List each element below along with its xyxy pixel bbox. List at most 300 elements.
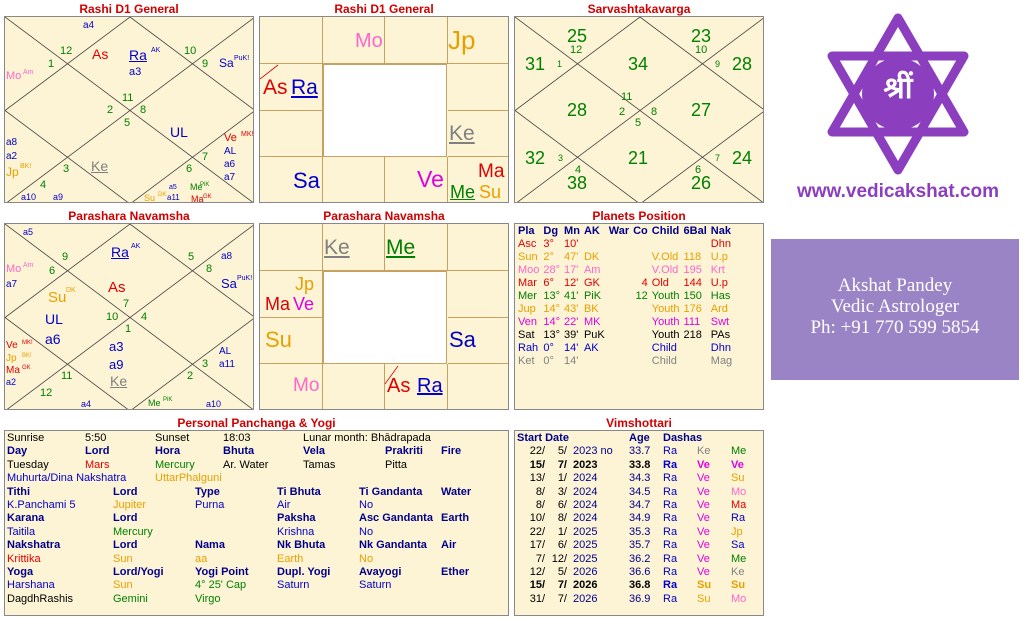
panchanga-field: Sunset (155, 432, 190, 444)
planet-cell: Youth (651, 290, 680, 302)
vimshottari-field: Ra (663, 539, 678, 552)
header-cell: AK (583, 225, 600, 237)
chart-label: Mo (355, 30, 383, 52)
planet-cell: DK (583, 251, 600, 263)
chart-label: 26 (691, 173, 712, 193)
chart-label: 7 (715, 153, 721, 163)
chart-label: a9 (53, 192, 64, 202)
panchanga-field: DagdhRashis (7, 592, 74, 605)
panchanga-field: Lord/Yogi (113, 566, 164, 578)
astrologer-name: Akshat Pandey (837, 275, 953, 296)
planet-cell: Ven (518, 316, 537, 328)
vimshottari-field: 2025 (573, 539, 598, 552)
vedicakshat-logo[interactable] (786, 10, 1011, 210)
chart-label: Su (479, 182, 502, 202)
vimshottari-field: 36.8 (629, 579, 651, 592)
planet-cell: 176 (683, 303, 702, 315)
chart-label: a3 (129, 66, 142, 78)
planet-cell: Moo (518, 264, 540, 276)
chart-label: a5 (23, 227, 34, 237)
panchanga-field: Sun (113, 552, 133, 565)
vimshottari-field: 12/ (551, 552, 567, 565)
panchanga-field: Krittika (7, 552, 41, 565)
panchanga-field: Lord (113, 539, 138, 552)
planet-cell: Jup (518, 303, 536, 315)
chart-label: 34 (628, 54, 649, 74)
planet-cell: PAs (710, 329, 731, 341)
planet-cell: 14° (543, 316, 561, 328)
planet-cell (631, 316, 650, 329)
chart-label: a10 (206, 399, 222, 409)
planet-cell: Ket (518, 355, 535, 367)
panchanga-field: Nama (195, 539, 225, 552)
rashi-d1-south-title: Rashi D1 General (334, 2, 434, 16)
vimshottari-field: 33.7 (629, 445, 651, 458)
chart-label: Sa (221, 276, 237, 291)
chart-label: Ke (91, 158, 109, 174)
vimshottari-field: 33.8 (629, 458, 651, 471)
vimshottari-field: 2025 (573, 552, 598, 565)
header-cell: War (608, 225, 630, 237)
planet-cell: Has (710, 290, 731, 302)
planet-cell: Asc (518, 238, 537, 250)
chart-label: a9 (109, 357, 124, 372)
planet-cell (607, 277, 631, 290)
planet-cell: 0° (543, 342, 554, 354)
chart-label: 9 (62, 251, 69, 263)
vimshottari-field: 36.6 (629, 566, 651, 578)
planet-cell: Krt (710, 264, 725, 276)
planet-cell: Mar (518, 277, 537, 289)
chart-label: 4 (575, 164, 582, 176)
chart-label: Ra (291, 76, 318, 99)
planet-cell: 47' (564, 251, 579, 263)
panchanga-field: Sun (113, 579, 133, 592)
vimshottari-field: 6/ (557, 499, 567, 511)
panchanga-field: Sunrise (7, 432, 45, 444)
panchanga-field: Gemini (113, 592, 148, 605)
chart-label: BK! (22, 353, 32, 359)
planet-cell: U.p (710, 251, 728, 263)
panchanga-field: Yoga (7, 566, 34, 578)
vimshottari-field: 35.3 (629, 525, 651, 538)
planet-cell (607, 264, 631, 277)
north-chart-lines (5, 17, 254, 203)
chart-label: Ra (111, 244, 129, 260)
vimshottari-field: 2024 (573, 512, 598, 525)
planet-cell: V.Old (651, 264, 679, 276)
planet-cell (607, 251, 631, 264)
planet-cell: 39' (564, 329, 579, 341)
planet-cell: V.Old (651, 251, 679, 263)
chart-label: 6 (695, 164, 702, 176)
vimshottari-field: 22/ (529, 445, 545, 458)
planet-row (516, 355, 734, 368)
vimshottari-field: 15/ (529, 579, 545, 592)
planet-cell: 14' (564, 355, 579, 367)
vimshottari-field: 34.5 (629, 485, 651, 498)
planet-cell: 0° (543, 355, 554, 367)
panchanga-field: Mercury (155, 458, 195, 471)
vimshottari-field: Ra (663, 592, 678, 605)
chart-label: Ke (110, 373, 128, 389)
website-link[interactable]: www.vedicakshat.com (796, 181, 1000, 202)
chart-label: PuK! (234, 55, 250, 62)
chart-label: a2 (6, 377, 17, 387)
chart-label: Mo (6, 263, 22, 275)
contact-card (771, 239, 1019, 380)
panchanga-field: Paksha (277, 512, 316, 525)
planet-cell: Sat (518, 329, 535, 341)
planet-row (516, 329, 734, 342)
north-chart-lines (5, 224, 254, 410)
panchanga-field: Fire (441, 445, 462, 458)
vimshottari-field: Su (731, 472, 745, 485)
panchanga-field: Lord (113, 512, 138, 525)
header-cell: 6Bal (683, 225, 707, 237)
vimshottari-field: 2025 (573, 525, 598, 538)
planet-cell: Youth (651, 316, 680, 328)
vimshottari-field: Ve (697, 458, 710, 471)
planet-cell: 4 (641, 277, 648, 289)
vimshottari-field: 2026 (573, 566, 598, 578)
vimshottari-field: 13/ (529, 472, 545, 485)
chart-label: MK! (22, 340, 33, 346)
chart-label: 27 (691, 100, 712, 120)
chart-label: Ma (6, 365, 20, 376)
chart-label: 8 (651, 106, 658, 118)
chart-label: Jp (6, 165, 19, 179)
chart-label: MK! (241, 131, 254, 138)
vimshottari-field: 2023 no (573, 445, 613, 458)
chart-label: As (92, 46, 109, 62)
panchanga-field: Air (441, 539, 457, 552)
vimshottari-field: Me (731, 445, 747, 458)
chart-label: Am (23, 262, 34, 269)
panchanga-field: Day (7, 445, 28, 458)
chart-label: Mo (6, 70, 22, 82)
chart-label: a6 (45, 331, 61, 347)
panchanga-field: Pitta (385, 458, 408, 471)
vimshottari-field: Jp (731, 525, 743, 538)
vimshottari-field: 7/ (557, 579, 567, 592)
chart-label: Ma (191, 194, 204, 203)
panchanga-field: Earth (277, 552, 304, 565)
chart-label: Jp (448, 25, 476, 55)
vimshottari-field: 8/ (557, 512, 567, 525)
chart-label: a4 (83, 20, 95, 31)
panchanga-field: Mercury (113, 525, 153, 538)
planet-cell: 3° (543, 238, 554, 250)
planet-cell: Swt (710, 316, 730, 328)
vimshottari-field: Sa (731, 539, 745, 552)
planet-row (516, 238, 734, 251)
vimshottari-field: 8/ (535, 485, 545, 498)
navamsha-south-title: Parashara Navamsha (323, 209, 445, 223)
vimshottari-field: 17/ (529, 539, 545, 552)
planet-cell: 2° (543, 251, 554, 263)
planet-cell: 150 (683, 290, 702, 302)
panchanga-field: 4° 25' Cap (195, 579, 247, 592)
chart-label: BK! (20, 163, 32, 170)
chart-label: 3 (63, 163, 70, 175)
vimshottari-field: Ke (731, 566, 745, 578)
vimshottari-field: 12/ (529, 566, 545, 578)
astrologer-phone[interactable]: Ph: +91 770 599 5854 (810, 317, 980, 338)
header-cell: Nak (710, 225, 731, 237)
chart-label: Ra (129, 47, 147, 63)
chart-label: 6 (186, 163, 193, 175)
vimshottari-field: 10/ (529, 512, 545, 525)
planet-row (516, 277, 734, 290)
vimshottari-field: 5/ (557, 566, 567, 578)
chart-label: 2 (187, 370, 194, 382)
vimshottari-field: Ve (697, 499, 710, 511)
chart-label: 6 (49, 265, 56, 277)
chart-label: 9 (715, 59, 721, 69)
panchanga-field: Karana (7, 512, 45, 525)
planet-cell (631, 329, 650, 342)
chart-label: As (108, 279, 126, 296)
planet-cell: AK (583, 342, 599, 354)
chart-label: 32 (525, 148, 546, 168)
planet-cell: 41' (564, 290, 579, 302)
panchanga-field: Lunar month: Bhādrapada (303, 432, 431, 444)
panchanga-field: Vela (303, 445, 326, 458)
panchanga-field: K.Panchami 5 (7, 499, 76, 511)
header-cell: Pla (518, 225, 535, 237)
planet-cell: 195 (683, 264, 702, 276)
panchanga-field: Lord (113, 485, 138, 498)
planet-cell: Old (651, 277, 669, 289)
shreem-glyph: श्रीं (883, 71, 913, 106)
planet-cell (650, 238, 682, 251)
planet-cell: 13° (543, 290, 561, 302)
planet-cell: 14' (564, 342, 579, 354)
vimshottari-field: Ve (697, 552, 710, 565)
vimshottari-field: 5/ (557, 445, 567, 458)
panchanga-field: Ar. Water (223, 458, 269, 471)
planet-cell (631, 238, 650, 251)
panchanga-field: Purna (195, 499, 225, 511)
chart-label: Ma (478, 161, 505, 182)
chart-label: a6 (224, 159, 236, 170)
planet-cell: Mer (518, 290, 537, 302)
panchanga-field: 5:50 (85, 432, 107, 444)
chart-label: DK (158, 192, 167, 198)
panchanga-field: Nk Bhuta (277, 539, 326, 552)
planet-cell (582, 238, 607, 251)
planet-cell: 22' (564, 316, 579, 328)
planet-cell: 118 (683, 251, 702, 263)
chart-label: 10 (695, 44, 708, 56)
vimshottari-field: Ra (663, 512, 678, 525)
panchanga-field: UttarPhalguni (155, 472, 222, 485)
vimshottari-field: Ve (697, 525, 710, 538)
chart-label: Sa (219, 56, 234, 70)
planets-header-row (516, 225, 734, 238)
chart-label: 10 (184, 45, 197, 57)
planet-cell: Am (583, 264, 601, 276)
chart-label: AL (219, 346, 232, 357)
chart-label: 24 (732, 148, 753, 168)
planet-cell (582, 355, 607, 368)
panchanga-field: 18:03 (223, 432, 251, 444)
chart-label: a2 (6, 151, 18, 162)
planet-cell: MK (583, 316, 601, 328)
chart-label: a4 (81, 399, 92, 409)
chart-label: Sa (449, 327, 476, 352)
vimshottari-field: 2024 (573, 485, 598, 498)
vimshottari-field: 2023 (573, 458, 598, 471)
panchanga-field: Taitila (7, 525, 36, 538)
chart-label: 5 (124, 117, 131, 129)
chart-label: Su (144, 193, 156, 203)
panchanga-field: Muhurta/Dina Nakshatra (7, 472, 127, 485)
chart-label: Me (148, 398, 161, 408)
planet-cell: PiK (583, 290, 602, 302)
planet-cell: U.p (710, 277, 728, 289)
chart-label: Am (23, 69, 34, 76)
chart-label: Ve (224, 132, 237, 144)
chart-label: 10 (106, 311, 119, 323)
chart-label: Jp (6, 353, 17, 364)
chart-label: Ra (417, 375, 443, 397)
panchanga-field: Water (441, 485, 472, 498)
planet-row (516, 251, 734, 264)
panchanga-field: Dupl. Yogi (277, 566, 331, 578)
vimshottari-field: Su (697, 592, 711, 605)
chart-label: AL (224, 146, 237, 157)
panchanga-field: Tuesday (7, 458, 49, 471)
north-chart-lines (515, 17, 764, 203)
chart-label: 11 (621, 91, 633, 103)
chart-label: 11 (122, 92, 134, 104)
planet-cell (631, 342, 650, 355)
planet-cell: 12 (635, 290, 648, 302)
vimshottari-field: Ve (697, 566, 710, 578)
chart-label: 3 (558, 153, 564, 163)
sarvashtakavarga-title: Sarvashtakavarga (587, 2, 691, 16)
panchanga-field: Nakshatra (7, 539, 61, 552)
panchanga-field: Yogi Point (195, 566, 249, 578)
vimshottari-field: 1/ (557, 525, 567, 538)
planets-table (516, 225, 734, 368)
chart-label: PiK (200, 182, 210, 188)
planet-cell: 17' (564, 264, 579, 276)
chart-label: UL (170, 124, 188, 140)
vimshottari-field: Ma (731, 499, 747, 511)
vimshottari-field: Ve (697, 472, 710, 485)
planet-cell: Child (651, 355, 677, 367)
chart-label: 28 (732, 54, 753, 74)
rashi-d1-title: Rashi D1 General (79, 2, 179, 16)
panchanga-field: Ether (441, 566, 470, 578)
planet-cell: GK (583, 277, 600, 289)
planet-cell (682, 238, 709, 251)
chart-label: PiK (163, 397, 173, 403)
panchanga-field: Virgo (195, 592, 221, 605)
planet-cell: Dhn (710, 238, 731, 250)
panchanga-field: Saturn (359, 579, 392, 592)
rashi-d1-south-chart (259, 16, 509, 203)
planet-cell (631, 355, 650, 368)
panchanga-field: No (359, 499, 374, 511)
vimshottari-field: Ra (663, 525, 678, 538)
vimshottari-field: 8/ (535, 499, 545, 511)
chart-label: 4 (40, 179, 47, 191)
vimshottari-field: 3/ (557, 485, 567, 498)
chart-label: 12 (570, 44, 583, 56)
chart-label: Ve (293, 294, 315, 314)
planet-cell: Youth (651, 303, 680, 315)
vimshottari-field: Su (731, 579, 746, 592)
vimshottari-field: Dashas (663, 432, 703, 444)
planet-cell (682, 342, 709, 355)
planet-cell: PuK (583, 329, 605, 341)
vimshottari-field: 2024 (573, 472, 598, 485)
vimshottari-title: Vimshottari (606, 416, 672, 430)
chart-label: 1 (125, 323, 132, 335)
chart-label: 7 (202, 151, 209, 163)
panchanga-field: Lord (85, 445, 110, 458)
chart-label: 21 (628, 148, 649, 168)
panchanga-field: Harshana (7, 579, 55, 592)
vimshottari-field: 1/ (557, 472, 567, 485)
chart-label: Ke (449, 122, 475, 145)
planet-cell: BK (583, 303, 599, 315)
chart-label: 23 (691, 26, 712, 46)
panchanga-field: Avayogi (359, 566, 402, 578)
vimshottari-panel (514, 430, 764, 616)
planet-cell (607, 290, 631, 303)
vimshottari-field: Su (697, 579, 712, 592)
planet-cell (631, 251, 650, 264)
vimshottari-field: Ve (697, 485, 710, 498)
chart-label: 3 (202, 358, 209, 370)
vimshottari-field: Ra (663, 499, 678, 511)
vimshottari-field: 36.2 (629, 552, 651, 565)
planet-cell: 12' (564, 277, 579, 289)
planet-cell: Ard (710, 303, 728, 315)
chart-label: 5 (188, 251, 195, 263)
panchanga-field: Hora (155, 445, 181, 458)
planet-cell: Rah (518, 342, 539, 354)
panchanga-field: Ti Gandanta (359, 485, 423, 498)
vimshottari-field: 7/ (557, 458, 567, 471)
vimshottari-field: 6/ (557, 539, 567, 552)
vimshottari-field: Ve (697, 512, 710, 525)
chart-label: a7 (6, 279, 18, 290)
vimshottari-field: 7/ (557, 592, 567, 605)
chart-label: GK (22, 365, 31, 371)
panchanga-field: No (359, 525, 374, 538)
navamsha-north-chart (4, 223, 254, 410)
vimshottari-field: 34.3 (629, 472, 651, 485)
planet-cell: 14° (543, 303, 561, 315)
vimshottari-field: 34.9 (629, 512, 651, 525)
header-cell: Child (651, 225, 680, 237)
chart-label: As (387, 375, 411, 397)
planet-cell: Sun (518, 251, 538, 263)
chart-label: Me (190, 182, 203, 192)
chart-label: Ve (6, 340, 18, 351)
panchanga-field: Jupiter (113, 499, 147, 511)
planet-cell (631, 303, 650, 316)
vimshottari-field: 2026 (573, 579, 598, 592)
vimshottari-field: 2026 (573, 592, 598, 605)
panchanga-field: Prakriti (385, 445, 423, 458)
